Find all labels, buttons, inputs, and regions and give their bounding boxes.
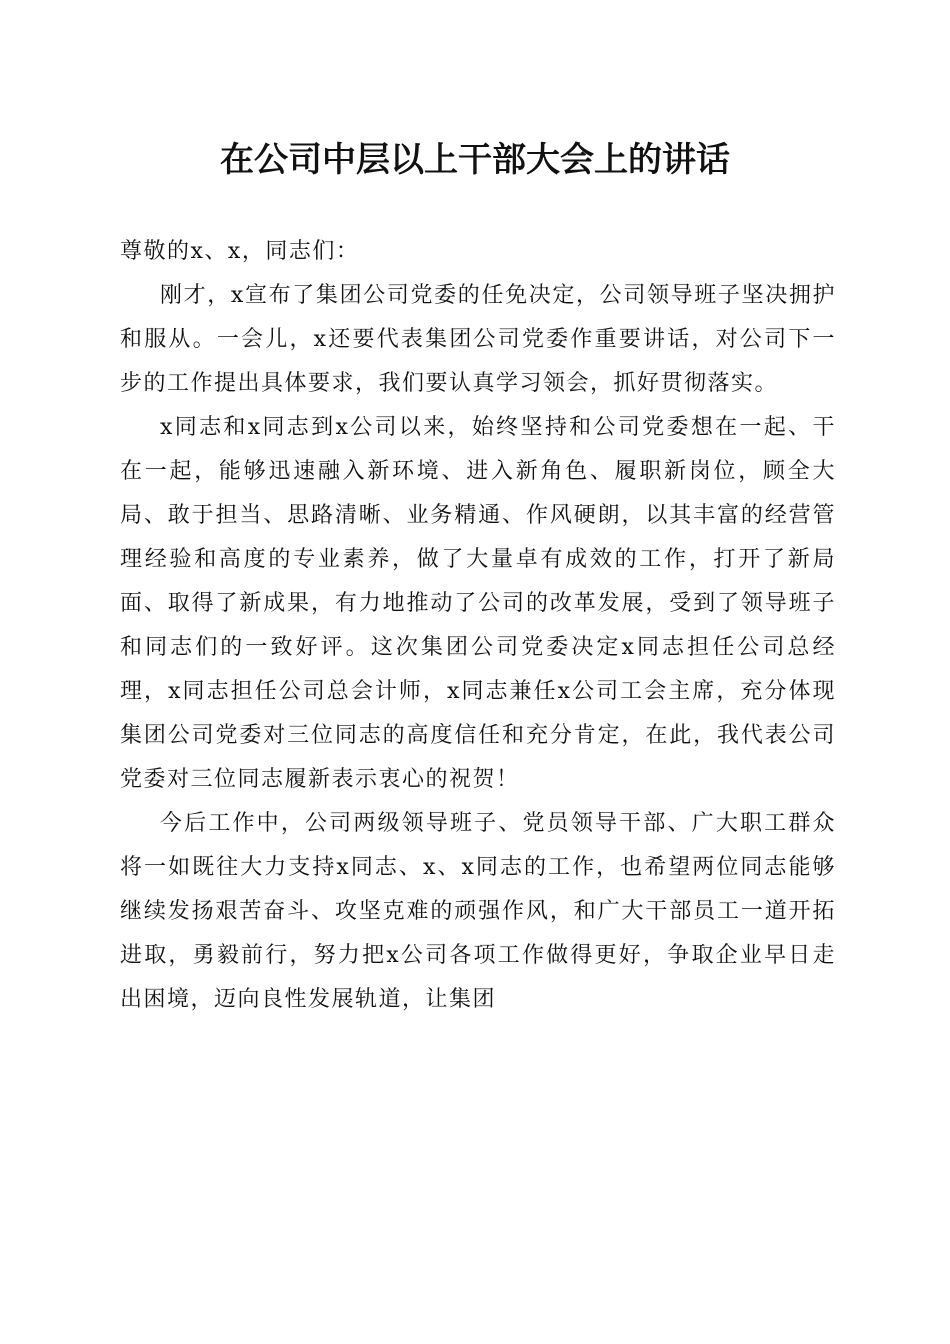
paragraph: x同志和x同志到x公司以来，始终坚持和公司党委想在一起、干在一起，能够迅速融入新环境、进入新角色、履职新岗位，顾全大局、敢于担当、思路清晰、业务精通、作风硬朗，以其丰富的经营管理经验和高度的专业素养，做了大量卓有成效的工作，打开了新局面、取得了新成果，有力地推动了公司的改革发展，受到了领导班子和同志们的一致好评。这次集团公司党委决定x同志担任公司总经理，x同志担任公司总会计师，x同志兼任x公司工会主席，充分体现集团公司党委对三位同志的高度信任和充分肯定，在此，我代表公司党委对三位同志履新表示衷心的祝贺！	[120, 415, 836, 792]
paragraph: 今后工作中，公司两级领导班子、党员领导干部、广大职工群众将一如既往大力支持x同志、x、x同志的工作，也希望两位同志能够继续发扬艰苦奋斗、攻坚克难的顽强作风，和广大干部员工一道开拓进取，勇毅前行，努力把x公司各项工作做得更好，争取企业早日走出困境，迈向良性发展轨道，让集团	[120, 811, 836, 1012]
document-body	[120, 230, 836, 1022]
salutation: 尊敬的x、x，同志们：	[120, 239, 360, 264]
document-title: 在公司中层以上干部大会上的讲话	[220, 140, 730, 180]
paragraph: 刚才，x宣布了集团公司党委的任免决定，公司领导班子坚决拥护和服从。一会儿，x还要代表集团公司党委作重要讲话，对公司下一步的工作提出具体要求，我们要认真学习领会，抓好贯彻落实。	[120, 283, 836, 396]
